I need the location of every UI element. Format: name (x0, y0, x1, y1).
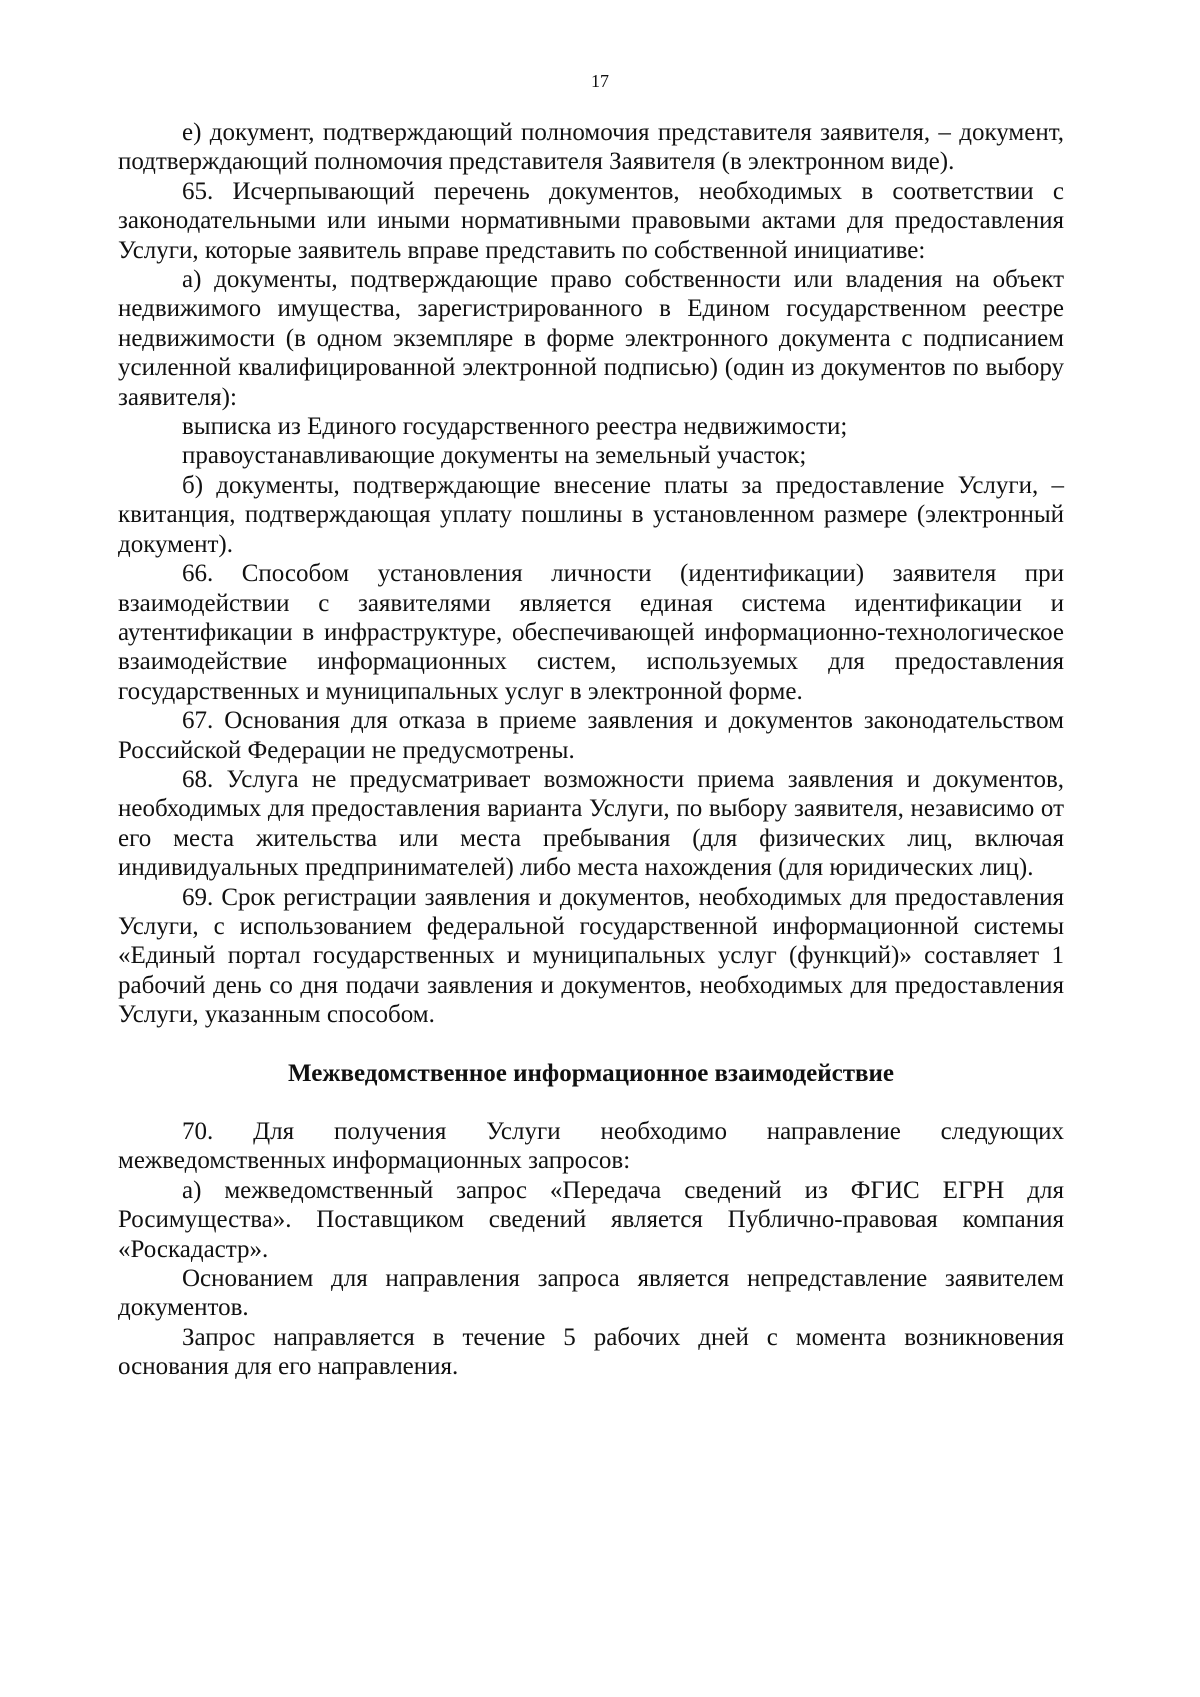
paragraph-item-a-ownership-docs: а) документы, подтверждающие право собственности или владения на объект недвижимого имущества, зарегистрированного в Едином государственном реестре недвижимости (в одном экземпляре в форме электронного документа с подписанием усиленной квалифицированной электронной подписью) (один из документов по выбору заявителя): (118, 266, 1064, 411)
paragraph-item-b-payment: б) документы, подтверждающие внесение платы за предоставление Услуги, – квитанция, подтверждающая уплату пошлины в установленном размере (электронный документ). (118, 471, 1064, 558)
page-number: 17 (591, 71, 609, 91)
paragraph-68: 68. Услуга не предусматривает возможности приема заявления и документов, необходимых для предоставления варианта Услуги, по выбору заявителя, независимо от его места жительства или места пребывания (для физических лиц, включая индивидуальных предпринимателей) либо места нахождения (для юридических лиц). (118, 765, 1064, 882)
paragraph-65: 65. Исчерпывающий перечень документов, необходимых в соответствии с законодательными или иными нормативными правовыми актами для предоставления Услуги, которые заявитель вправе представить по собственной инициативе: (118, 177, 1064, 264)
paragraph-66: 66. Способом установления личности (идентификации) заявителя при взаимодействии с заявителями является единая система идентификации и аутентификации в инфраструктуре, обеспечивающей информационно-технологическое взаимодействие информационных систем, используемых для предоставления государственных и муниципальных услуг в электронной форме. (118, 560, 1064, 705)
document-body (118, 118, 1064, 1382)
section-heading: Межведомственное информационное взаимодействие (288, 1059, 894, 1087)
paragraph-70-item-a: а) межведомственный запрос «Передача сведений из ФГИС ЕГРН для Росимущества». Поставщиком сведений является Публично-правовая компания «Роскадастр». (118, 1176, 1064, 1263)
paragraph-request-basis: Основанием для направления запроса является непредставление заявителем документов. (118, 1265, 1064, 1322)
paragraph-title-documents: правоустанавливающие документы на земельный участок; (182, 442, 807, 470)
paragraph-70: 70. Для получения Услуги необходимо направление следующих межведомственных информационных запросов: (118, 1118, 1064, 1175)
paragraph-item-e: е) документ, подтверждающий полномочия представителя заявителя, – документ, подтверждающий полномочия представителя Заявителя (в электронном виде). (118, 119, 1064, 176)
paragraph-67: 67. Основания для отказа в приеме заявления и документов законодательством Российской Федерации не предусмотрены. (118, 707, 1064, 764)
paragraph-69: 69. Срок регистрации заявления и документов, необходимых для предоставления Услуги, с использованием федеральной государственной информационной системы «Единый портал государственных и муниципальных услуг (функций)» составляет 1 рабочий день со дня подачи заявления и документов, необходимых для предоставления Услуги, указанным способом. (118, 883, 1064, 1029)
paragraph-request-deadline: Запрос направляется в течение 5 рабочих дней с момента возникновения основания для его направления. (118, 1323, 1064, 1381)
paragraph-egrn-extract: выписка из Единого государственного реестра недвижимости; (182, 413, 848, 441)
